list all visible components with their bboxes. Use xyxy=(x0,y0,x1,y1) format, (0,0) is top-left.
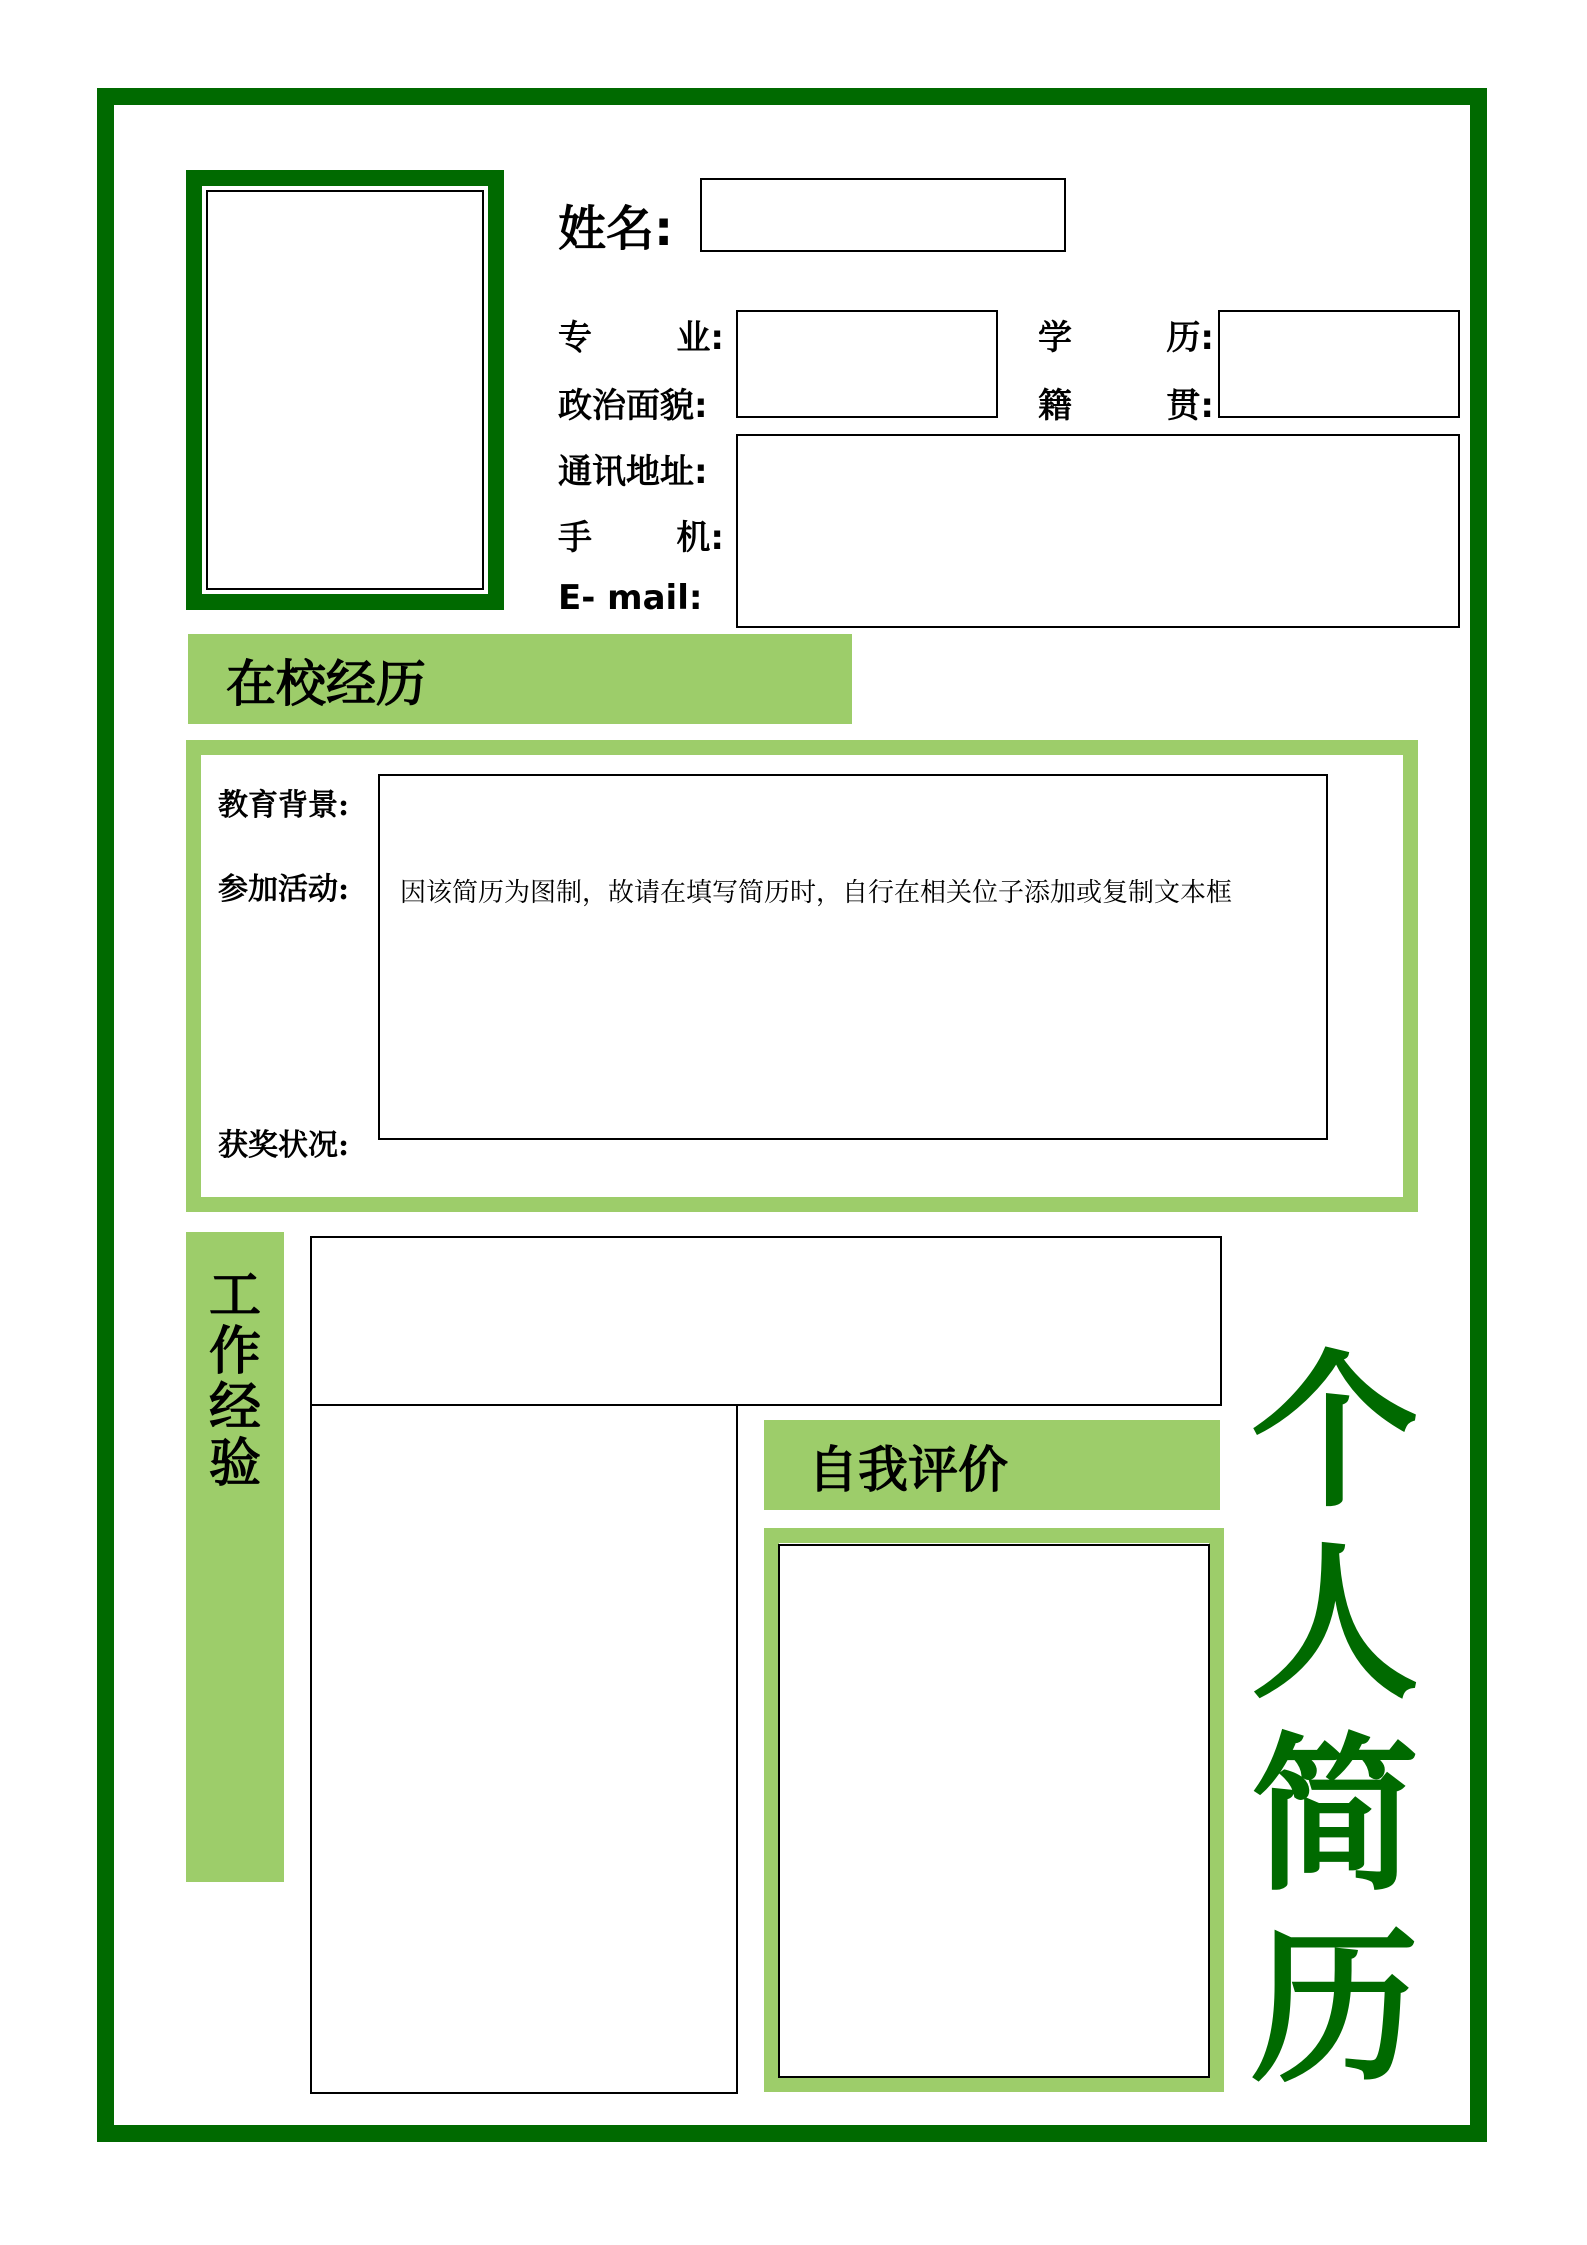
work-title: 工 作 经 验 xyxy=(208,1265,261,1494)
degree-label: 学 历: xyxy=(1038,318,1214,358)
major-label: 专 业: xyxy=(558,318,724,358)
activities-label: 参加活动: xyxy=(218,872,350,907)
major-political-field[interactable] xyxy=(736,310,998,418)
name-label: 姓名: xyxy=(558,201,674,257)
school-note: 因该简历为图制，故请在填写简历时，自行在相关位子添加或复制文本框 xyxy=(400,878,1233,908)
school-title-band xyxy=(188,634,852,724)
degree-origin-field[interactable] xyxy=(1218,310,1460,418)
phone-label: 手 机: xyxy=(558,518,724,558)
email-label: E- mail: xyxy=(558,578,703,618)
self-eval-field[interactable] xyxy=(778,1544,1210,2078)
political-label: 政治面貌: xyxy=(558,386,708,426)
work-title-band xyxy=(186,1232,284,1882)
school-title: 在校经历 xyxy=(226,654,426,713)
work-field-top[interactable] xyxy=(310,1236,1222,1406)
address-label: 通讯地址: xyxy=(558,452,708,492)
self-eval-title: 自我评价 xyxy=(808,1440,1008,1499)
education-label: 教育背景: xyxy=(218,788,350,823)
origin-label: 籍 贯: xyxy=(1038,386,1214,426)
resume-title: 个 人 简 历 xyxy=(1251,1334,1419,2106)
work-field-bottom[interactable] xyxy=(310,1404,738,2094)
photo-box[interactable] xyxy=(206,190,484,590)
school-field[interactable] xyxy=(378,774,1328,1140)
contact-field[interactable] xyxy=(736,434,1460,628)
awards-label: 获奖状况: xyxy=(218,1128,350,1163)
self-eval-title-band xyxy=(764,1420,1220,1510)
name-field[interactable] xyxy=(700,178,1066,252)
